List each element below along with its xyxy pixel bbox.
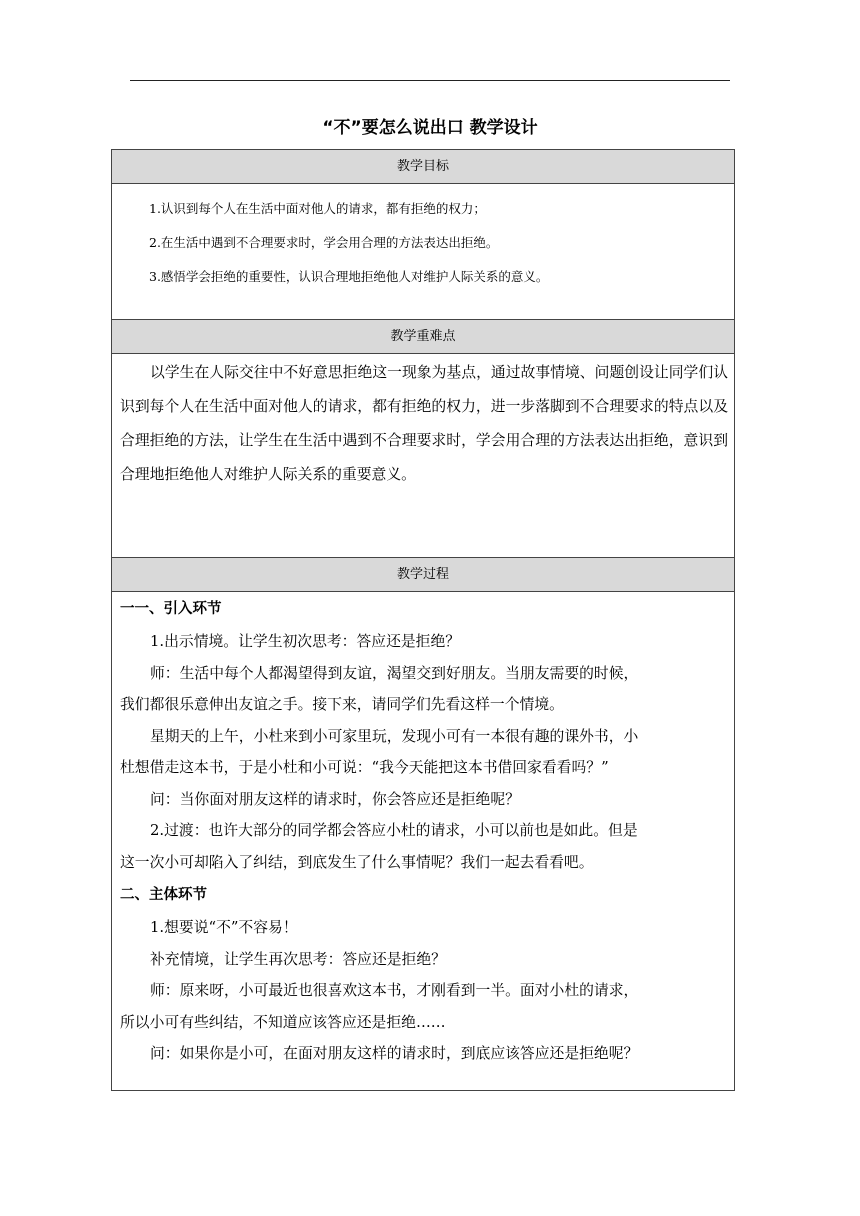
paragraph: 星期天的上午，小杜来到小可家里玩，发现小可有一本很有趣的课外书，小 [150,727,639,745]
goals-list [112,184,734,294]
goals-header: 教学目标 [112,150,734,184]
paragraph: 补充情境，让学生再次思考：答应还是拒绝？ [150,950,446,968]
key-points-header: 教学重难点 [112,320,734,354]
paragraph: 1.想要说“不”不容易！ [150,919,298,936]
paragraph-continuation: 我们都很乐意伸出友谊之手。接下来，请同学们先看这样一个情境。 [120,696,564,713]
goal-item: 3.感悟学会拒绝的重要性，认识合理地拒绝他人对维护人际关系的意义。 [149,269,549,284]
paragraph-continuation: 杜想借走这本书，于是小杜和小可说：“我今天能把这本书借回家看看吗？” [120,759,609,776]
paragraph: 师：原来呀，小可最近也很喜欢这本书，才刚看到一半。面对小杜的请求， [150,982,639,999]
key-points-section [111,320,735,558]
process-header: 教学过程 [112,558,734,592]
goals-section [111,149,735,320]
goal-item: 2.在生活中遇到不合理要求时，学会用合理的方法表达出拒绝。 [149,235,499,250]
section-heading: 二、主体环节 [120,887,207,903]
paragraph: 师：生活中每个人都渴望得到友谊，渴望交到好朋友。当朋友需要的时候， [150,664,639,682]
section-heading: 一一、引入环节 [120,601,222,617]
key-points-body: 以学生在人际交往中不好意思拒绝这一现象为基点，通过故事情境、问题创设让同学们认识到每个人在生活中面对他人的请求，都有拒绝的权力，进一步落脚到不合理要求的特点以及合理拒绝的方法，让学生在生活中遇到不合理要求时，学会用合理的方法表达出拒绝，意识到合理地拒绝他人对维护人际关系的重要意义。 [120,364,728,483]
header-rule [130,80,730,81]
page-title: “不”要怎么说出口 教学设计 [322,118,538,138]
goal-item: 1.认识到每个人在生活中面对他人的请求，都有拒绝的权力； [149,201,486,216]
key-points-text [112,354,734,492]
paragraph: 问：当你面对朋友这样的请求时，你会答应还是拒绝呢？ [150,790,520,808]
paragraph-continuation: 所以小可有些纠结，不知道应该答应还是拒绝…… [120,1013,446,1031]
paragraph: 1.出示情境。让学生初次思考：答应还是拒绝？ [150,633,461,650]
process-section [111,558,735,1091]
paragraph: 2.过渡：也许大部分的同学都会答应小杜的请求，小可以前也是如此。但是 [150,822,638,839]
paragraph: 问：如果你是小可，在面对朋友这样的请求时，到底应该答应还是拒绝呢？ [150,1045,639,1062]
paragraph-continuation: 这一次小可却陷入了纠结，到底发生了什么事情呢？我们一起去看看吧。 [120,853,594,871]
